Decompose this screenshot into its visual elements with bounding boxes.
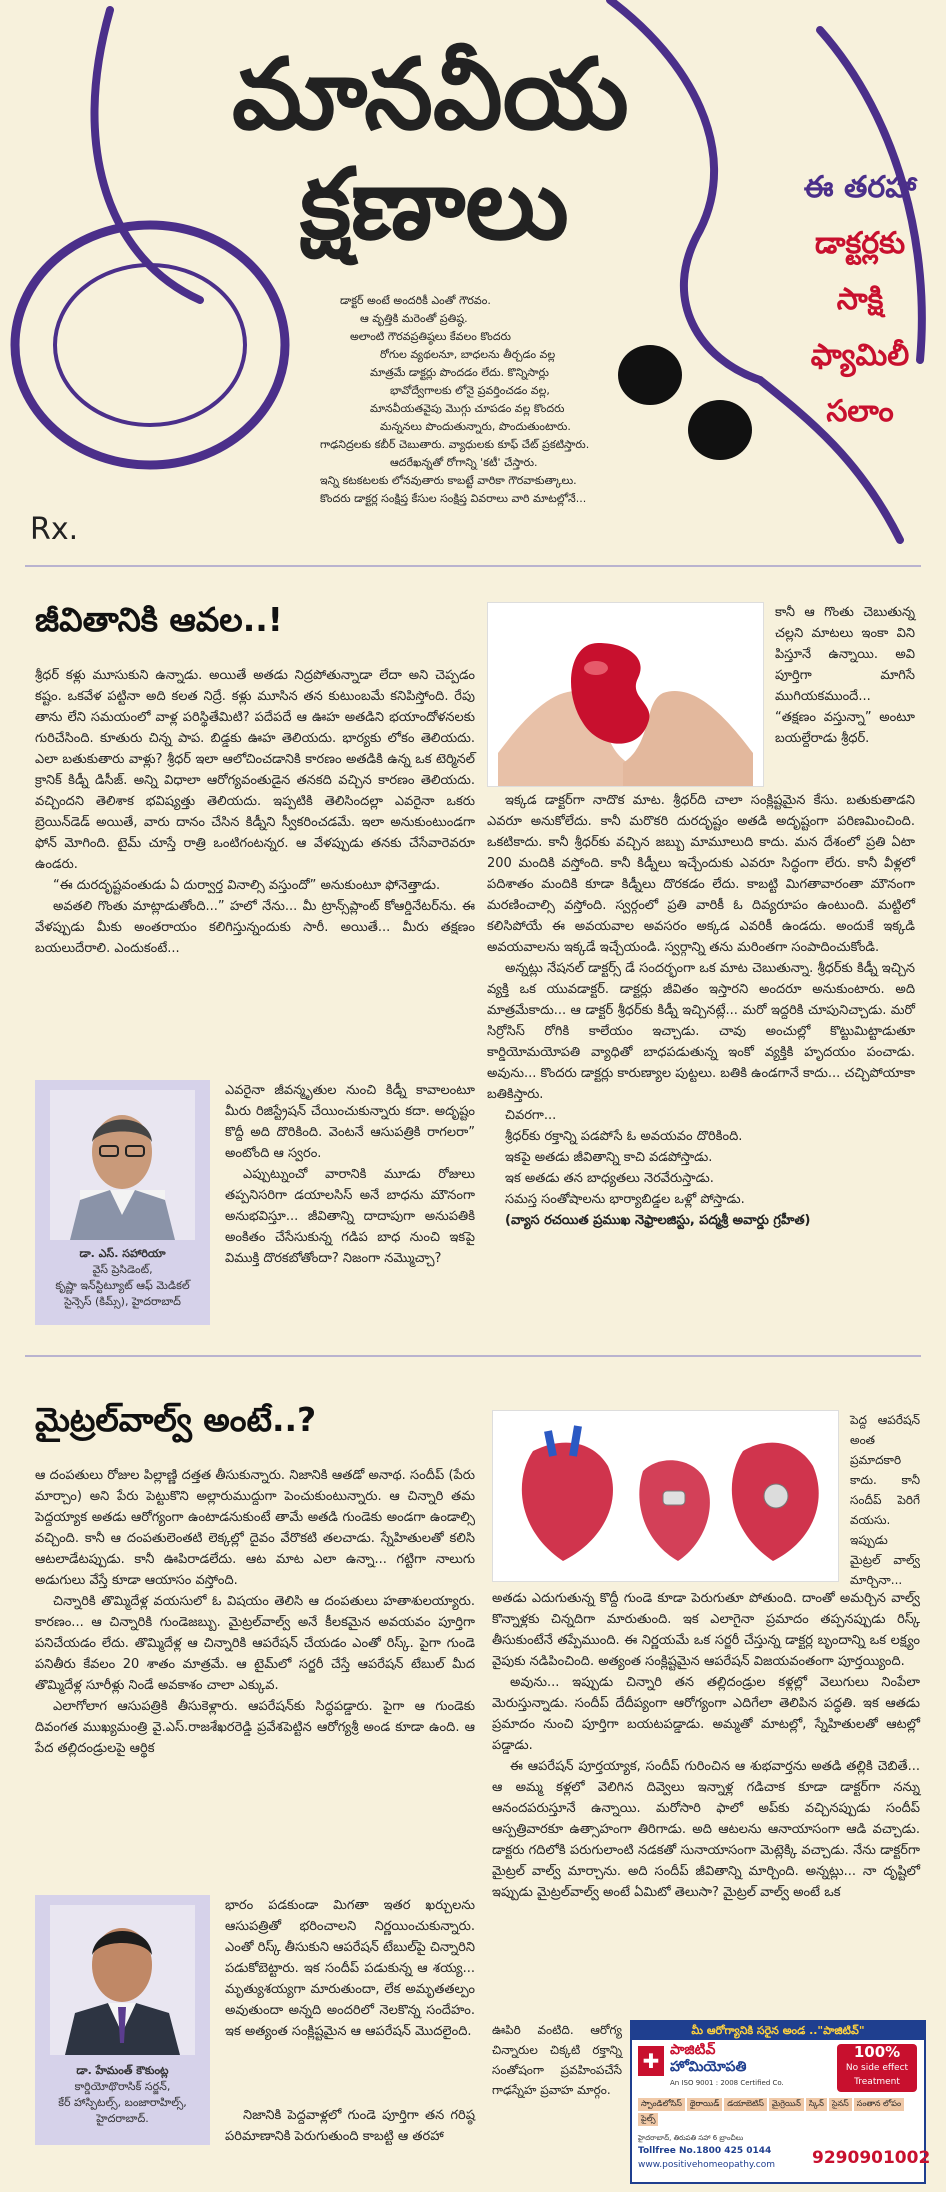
story2-right-body [492, 1588, 920, 1903]
ad-brand-line2: హోమియోపతి [670, 2059, 747, 2075]
doctor1-name: డా. ఎస్. సహారియా [79, 1247, 166, 1260]
intro-line: కొందరు డాక్టర్ల సంక్షిప్త కేసుల సంక్షిప్త వివరాలు వారి మాటల్లోనే... [320, 492, 587, 505]
story2-right-paragraph: ఈ ఆపరేషన్ పూర్తయ్యాక, సందీప్ గురించిన ఆ శుభవార్తను అతడి తల్లికి చెబితే... ఆ అమ్మ కళ్లలో వెలిగిన దివ్వెలు ఇన్నాళ్ల గడిచాక కూడా డాక్టర్‌గా నన్ను ఆనందపరుస్తూనే ఉన్నాయి. మరోసారి ఫాలో అప్‌కు వచ్చినప్పుడు సందీప్ ఆస్పత్రివారకూ ఉత్సాహంగా తిరిగాడు. అది ఆటలను ఆనాయాసంగా ఆడి వచ్చాడు. డాక్టరు గదిలోకి పరుగులాంటి నడకతో సునాయాసంగా మెట్లెక్కి వచ్చాడు. నేను డాక్టర్‌గా మైట్రల్ వాల్వ్ మార్చాను. అది సందీప్ జీవితాన్ని మార్చింది. అన్నట్లు... నా దృష్టిలో ఇప్పుడు మైట్రల్‌వాల్వ్ అంటే ఏమిటో తెలుసా? మైట్రల్ వాల్వ్ అంటే ఒక [492, 1759, 920, 1900]
intro-line: డాక్టర్ అంటే అందరికీ ఎంతో గౌరవం. [340, 294, 491, 307]
doctor2-place: హైదరాబాద్. [96, 2112, 149, 2125]
ad-condition-tag: సంతాన లోపం [854, 2098, 904, 2111]
rx-symbol: Rx. [30, 512, 79, 547]
story-divider [25, 1355, 921, 1357]
story2-right-paragraph: అవును... ఇప్పుడు చిన్నారి తన తల్లిదండ్రుల కళ్లల్లో వెలుగులు నింపేలా మెరుస్తున్నాడు. సందీప్ దేదీప్యంగా ఆరోగ్యంగా ఎదిగేలా తెలిపిన పద్ధతి. ఇక ఆతడు ప్రమాదం నుంచి పూర్తిగా బయటపడ్డాడు. అమ్మతో మాటల్లో, స్నేహితులతో ఆటల్లో పడ్డాడు. [492, 1675, 920, 1753]
story2-title: మైట్రల్‌వాల్వ్ అంటే..? [35, 1400, 317, 1439]
ad-condition-tag: డయాబెటిస్ [724, 2098, 767, 2111]
intro-line: ఇన్ని కటకటలకు లోనవుతారు కాబట్టే వారికా గౌరవాకుత్కాలు. [320, 474, 577, 487]
story2-right-paragraph: అతడు ఎదుగుతున్న కొద్దీ గుండె కూడా పెరుగుతూ పోతుంది. దాంతో అమర్చిన వాల్వ్ కొన్నాళ్లకు చిన్నదిగా మారుతుంది. ఇక ఎలాగైనా ప్రమాదం తప్పనప్పుడు రిస్క్ తీసుకుంటేనే తప్పేముంది. ఈ నిర్ణయమే ఒక సర్జరీ చేస్తున్న డాక్టర్ల బృందాన్ని ఒక లక్ష్యం వైపుకు నడిపించింది. అత్యంత సంక్లిష్టమైన ఆపరేషన్ విజయవంతంగా పూర్తయ్యింది. [492, 1591, 920, 1669]
header-intro [300, 292, 720, 508]
subtitle-line-2: డాక్టర్లకు [814, 226, 906, 261]
story1-right-paragraph: ఇకపై అతడు జీవితాన్ని కాచి వడపోస్తాడు. [505, 1150, 713, 1165]
story2-bottom-line [225, 2105, 475, 2147]
ad-tagline: మీ ఆరోగ్యానికి సరైన అండ .."పాజిటివ్" [632, 2022, 924, 2040]
homeopathy-advertisement[interactable] [630, 2020, 931, 2184]
doctor2-portrait [50, 1905, 195, 2055]
ad-phone: 9290901002 [812, 2148, 931, 2168]
header-title-line2: క్షణాలు [300, 148, 569, 262]
story1-title: జీవితానికి ఆవల..! [35, 600, 283, 639]
story1-right-paragraph: చివరగా... [505, 1108, 557, 1123]
header-subtitle [780, 160, 940, 440]
doctor1-portrait [50, 1090, 195, 1240]
ad-condition-tag: థైరాయిడ్ [687, 2098, 722, 2111]
doctor1-caption [35, 1246, 210, 1310]
doctor2-org: కేర్ హాస్పిటల్స్, బంజారాహిల్స్, [58, 2096, 187, 2109]
story1-paragraph: అవతలి గొంతు మాట్లాడుతోంది...” హలో నేను... మీ ట్రాన్స్‌ప్లాంట్ కోఆర్డినేటర్‌ను. ఈ వేళప్పుడు మీకు అంతరాయం కలిగిస్తున్నందుకు సారీ. అయితే... మీరు తక్షణం బయలుదేరాలి. ఎందుకంటే... [35, 899, 475, 956]
intro-line: అలాంటి గౌరవప్రతిష్ఠలు కేవలం కొందరు [350, 330, 511, 343]
ad-logo-icon: ✚ [638, 2046, 664, 2076]
story2-paragraph: చిన్నారికి తొమ్మిదేళ్ల వయసులో ఓ విషయం తెలిసి ఆ దంపతులు హతాశులయ్యారు. కారణం... ఆ చిన్నారికి గుండెజబ్బు. మైట్రల్‌వాల్వ్ అనే కీలకమైన అవయవం పూర్తిగా పనిచేయడం లేదు. తొమ్మిదేళ్ల ఆ చిన్నారికి ఆపరేషన్ చేయడం ఎంతో రిస్క్. పైగా గుండె పనితీరు కేవలం 20 శాతం మాత్రమే. ఆ టైమ్‌లో సర్జరీ చేస్తే ఆపరేషన్ టేబుల్ మీద తొమ్మిదేళ్ల సూరీళ్లు నిండే అవకాశం చాలా ఎక్కువ. [35, 1594, 475, 1693]
story2-paragraph: భారం పడకుండా మిగతా ఇతర ఖర్చులను ఆసుపత్రితో భరించాలని నిర్ణయించుకున్నారు. ఎంతో రిస్క్ తీసుకుని ఆపరేషన్ టేబుల్‌పై చిన్నారిని పడుకోబెట్టారు. ఇక సందీప్ పడుకున్న ఆ శయ్య... మృత్యుశయ్యగా మారుతుందా, లేక అమృతతల్పం అవుతుందా అన్నది అందరిలో నెలకొన్న సందేహం. ఇక అత్యంత సంక్లిష్టమైన ఆ ఆపరేషన్ మొదలైంది. [225, 1898, 475, 2039]
ad-website: www.positivehomeopathy.com [638, 2160, 776, 2170]
story2-paragraph: ఎలాగోలాగ ఆసుపత్రికి తీసుకెళ్లారు. ఆపరేషన్‌కు సిద్ధపడ్డారు. పైగా ఆ గుండెకు దివంగత ముఖ్యమంత్రి వై.ఎస్.రాజశేఖరరెడ్డి ప్రవేశపెట్టిన ఆరోగ్యశ్రీ అండ కూడా ఉంది. ఆ పేద తల్లిదండ్రులపై ఆర్థిక [35, 1699, 475, 1756]
ad-conditions [638, 2098, 918, 2126]
story1-body [35, 665, 475, 959]
intro-line: ఆ వృత్తికి మరెంతో ప్రతిష్ఠ. [360, 312, 468, 325]
story1-paragraph: “ఈ దురదృష్టవంతుడు ఏ దుర్వార్త వినాల్సి వస్తుందో” అనుకుంటూ ఫోనెత్తాడు. [53, 878, 441, 893]
story1-right-paragraph: ఇక్కడ డాక్టర్‌గా నాదొక మాట. శ్రీధర్‌ది చాలా సంక్లిష్టమైన కేసు. బతుకుతాడని ఎవరూ అనుకోలేదు. కానీ మరొకరి దురదృష్టం అతడి అదృష్టంగా పరిణమించింది. ఒకటికాదు. కానీ శ్రీధర్‌కు వచ్చిన జబ్బు మామూలుది కాదు. మన దేశంలో ప్రతి ఏటా 200 మందికి వస్తోంది. కానీ కిడ్నీలు ఇచ్చేందుకు ఎవరూ సిద్ధంగా లేరు. కానీ వీళ్లలో పదిశాతం మందికి కూడా కిడ్నీలు దొరకడం లేదు. కాబట్టి మిగతావారంతా మౌనంగా మరణించాల్సి వస్తోంది. స్వర్గంలో ప్రతి వారికీ ఓ దివ్యరూపం ఉంటుంది. మట్టిలో కలిసిపోయే ఈ అవయవాల అవసరం అక్కడ ఎవరికీ ఉండదు. అందుకే ఇక్కడి అవయవాలను ఇక్కడే ఇచ్చేయండి. స్వర్గాన్ని తను మరింతగా సంపాదించుకోండి. [487, 793, 915, 955]
ad-condition-tag: సైనస్ [829, 2098, 852, 2111]
intro-line: ఆదరేఖన్నతో రోగాన్ని 'కటీ' చేస్తారు. [390, 456, 538, 469]
doctor2-name: డా. హేమంత్ కౌకుంట్ల [76, 2064, 169, 2077]
ad-badge-text2: Treatment [854, 2077, 900, 2087]
intro-line: మానవీయతవైపు మొగ్గు చూపడం వల్ల కొందరు [370, 402, 565, 415]
heart-icon [522, 1443, 613, 1561]
story1-credit: (వ్యాస రచయిత ప్రముఖ నెఫ్రాలజిస్టు, పద్మశ్రీ అవార్డు గ్రహీత) [505, 1213, 811, 1228]
story1-narrow-column [225, 1080, 475, 1269]
ad-condition-tag: మైగ్రెయిన్ [769, 2098, 804, 2111]
subtitle-line-3: సాక్షి [836, 282, 884, 317]
story1-right-paragraph: అన్నట్లు నేషనల్ డాక్టర్స్ డే సందర్భంగా ఒక మాట చెబుతున్నా. శ్రీధర్‌కు కిడ్నీ ఇచ్చిన వ్యక్తి ఒక యువడాక్టర్. డాక్టర్లు జీవితం ఇస్తారని అందరూ అనుకుంటారు. అది మాత్రమేకాదు... ఆ డాక్టర్ శ్రీధర్‌కు కిడ్నీ ఇచ్చినట్లే... మరో ఇద్దరికి చూపునిచ్చాడు. మరో సిర్రోసిస్ రోగికి కాలేయం ఇచ్చాడు. చావు అంచుల్లో కొట్టుమిట్టాడుతూ కార్డియోమయోపతి వ్యాధితో బాధపడుతున్న ఇంకో వ్యక్తికి హృదయం పంచాడు. అవును... కొందరు డాక్టర్లు కారుణ్యాల పుట్టలు. బతికి ఉండగానే కాదు... చచ్చిపోయాకా బతికిస్తారు. [487, 961, 915, 1102]
story2-right-narrow-bottom: ఊపిరి వంటిది. ఆరోగ్య చిన్నారుల చిక్కటి రక్తాన్ని సంతోషంగా ప్రవహింపచేసే గాఢస్నేహ ప్రవాహ మార్గం. [492, 2023, 622, 2097]
kidney-hands-image [487, 602, 764, 787]
story1-paragraph: ఎప్పుట్నుంచో వారానికి మూడు రోజులు తప్పనిసరిగా డయాలసిస్ అనే బాధను మౌనంగా అనుభవిస్తూ... జీవితాన్ని దాదాపుగా అనుపతికి అంకితం చేసేసుకున్న గడిప బాధ నుంచి ఇకపై విముక్తి దొరకబోతోందా? నిజంగా నమ్మొచ్చా? [225, 1167, 475, 1266]
doctor1-photo-box [35, 1080, 210, 1325]
intro-line: మాత్రమే డాక్టర్లు పొందడం లేదు. కొన్నిసార్లు [370, 366, 549, 379]
story1-right-paragraph: శ్రీధర్‌కు రక్తాన్ని పడపోసే ఓ అవయవం దొరికింది. [505, 1129, 743, 1144]
story2-right-top: పెద్ద ఆపరేషన్ అంత ప్రమాదకారి కాదు. కానీ సందీప్ పెరిగే వయసు. ఇప్పుడు మైట్రల్ వాల్వ్ మార్చినా... [850, 1413, 920, 1587]
story1-right-top: కానీ ఆ గొంతు చెబుతున్న చల్లని మాటలు ఇంకా విని పిస్తూనే ఉన్నాయి. అవి పూర్తిగా మాగిసే ముగియకముందే... “తక్షణం వస్తున్నా” అంటూ బయల్దేరాడు శ్రీధర్. [775, 605, 915, 746]
doctor1-title: వైస్ ప్రెసిడెంట్, [92, 1263, 153, 1276]
story2-paragraph: ఆ దంపతులు రోజుల పిల్లాణ్ణి దత్తత తీసుకున్నారు. నిజానికి ఆతడో అనాథ. సందీప్ (పేరు మార్చాం) అని పేరు పెట్టుకొని అల్లారుముద్దుగా పెంచుకుంటున్నారు. ఆ చిన్నారి తమ పెద్దయ్యాక అతడు ఆరోగ్యంగా ఉంటాడనుకుంటే తామే అతడి గుండెకు అండగా ఉండాల్సి వచ్చింది. కానీ ఆ దంపతులెంతటి లెక్కల్లో దైవం వేరొకటి తలచాడు. స్నేహితులతో కలిసి ఆటలాడేటప్పుడు. కానీ ఊపిరాడలేదు. ఆట మాట ఎలా ఉన్నా... గట్టిగా నాలుగు అడుగులు వేస్తే కూడా ఆయాసం వస్తోంది. [35, 1468, 475, 1588]
intro-line: రోగుల వ్యథలనూ, బాధలను తీర్చడం వల్ల [380, 348, 556, 361]
story1-paragraph: శ్రీధర్ కళ్లు మూసుకుని ఉన్నాడు. అయితే అతడు నిద్రపోతున్నాడా లేదా అని చెప్పడం కష్టం. ఒకవేళ పట్టినా అది కలత నిద్రే. కళ్లు మూసిన తన కుటుంబమే కనిపిస్తోంది. రేపు తాను లేని సమయంలో వాళ్ల పరిస్థితేమిటి? పదేపదే ఆ ఊహ అతడిని భయాందోళనలకు గురిచేసింది. కూతురు చిన్న పాప. బిడ్డకు ఊహ తెలియదు. భార్యకు లోకం తెలియదు. ఎలా బతుకుతారు వాళ్లు? శ్రీధర్ ఇలా ఆలోచించడానికి కారణం అతడికి ఉన్న ఒక టెర్మినల్ క్రానిక్ కిడ్నీ డిసీజ్. అన్ని విధాలా ఆరోగ్యవంతుడైన తనకది వచ్చిన కారణం తెలియదు. వచ్చిందని తెలిశాక భవిష్యత్తు తెలియదు. ఇప్పటికి తెలిసిందల్లా ఎవరైనా ఒకరు బ్రెయిన్‌డెడ్ అయితే, వారు దానం చేసిన కిడ్నీని స్వీకరించడమే. ఇలా అనుకుంటుండగా ఫోన్ మోగింది. టైమ్ చూస్తే రాత్రి ఒంటిగంటన్నర. ఆ వేళప్పుడు తనకు చేసేవారెవరూ ఉండరు. [35, 668, 475, 872]
heart-valve-image [492, 1410, 839, 1582]
intro-line: మన్ననలు పొందుతున్నారు, పొందుతుంటారు. [380, 420, 571, 433]
header-title-line1: మానవీయ [232, 38, 629, 152]
story1-paragraph: ఎవరైనా జీవన్మృతుల నుంచి కిడ్నీ కావాలంటూ మీరు రిజిస్ట్రేషన్ చేయించుకున్నారు కదా. అదృష్టం కొద్దీ అది దొరికింది. వెంటనే ఆసుపత్రికి రాగలరా” అంటోంది ఆ స్వరం. [225, 1083, 475, 1161]
ad-condition-tag: పైల్స్ [638, 2113, 658, 2126]
story1-right-body [487, 790, 915, 1231]
story2-paragraph: నిజానికి పెద్దవాళ్లలో గుండె పూర్తిగా తన గరిష్ఠ పరిమాణానికి పెరుగుతుంది కాబట్టి ఆ తరహా [225, 2108, 475, 2144]
intro-line: గాఢనిద్రలకు కబీర్ చెబుతారు. వ్యాధులకు కూఫ్ చేట్ ప్రకటిస్తారు. [320, 438, 590, 451]
ad-iso: An ISO 9001 : 2008 Certified Co. [670, 2079, 784, 2087]
subtitle-line-5: సలాం [826, 394, 894, 429]
subtitle-line-1: ఈ తరహా [803, 170, 917, 205]
subtitle-line-4: ఫ్యామిలీ [810, 338, 910, 373]
story2-body [35, 1465, 475, 1759]
ad-badge-percent: 100% [853, 2043, 901, 2061]
story1-right-paragraph: ఇక అతడు తన బాధ్యతలు నెరవేరుస్తాడు. [505, 1171, 714, 1186]
ad-brand-line1: పాజిటివ్ [670, 2042, 716, 2058]
ad-branch-note: హైదరాబాద్, తిరుపతి సహా 6 బ్రాంచీలు [638, 2134, 744, 2142]
ad-condition-tag: స్పాండిలోసిస్ [638, 2098, 685, 2111]
ad-badge-text1: No side effect [845, 2063, 909, 2073]
intro-line: భావోద్వేగాలకు లోనై ప్రవర్తించడం వల్ల, [390, 384, 550, 397]
stethoscope-tube-left [94, 10, 200, 300]
ad-tollfree: Tollfree No.1800 425 0144 [638, 2146, 772, 2156]
ad-badge [837, 2044, 917, 2092]
doctor1-org: కృష్ణా ఇన్‌స్టిట్యూట్ ఆఫ్ మెడికల్ [55, 1279, 190, 1292]
story2-narrow-column [225, 1895, 475, 2042]
doctor2-title: కార్డియోథొరాసిక్ సర్జన్, [74, 2080, 171, 2093]
doctor2-photo-box [35, 1895, 210, 2145]
doctor1-place: సైన్సెస్ (కిమ్స్), హైదరాబాద్ [64, 1295, 181, 1308]
header-divider [25, 565, 921, 567]
ad-condition-tag: స్కిన్ [806, 2098, 827, 2111]
doctor2-caption [35, 2063, 210, 2127]
story1-right-paragraph: సమస్త సంతోషాలను భార్యాబిడ్డల ఒళ్లో పోస్తాడు. [505, 1192, 745, 1207]
